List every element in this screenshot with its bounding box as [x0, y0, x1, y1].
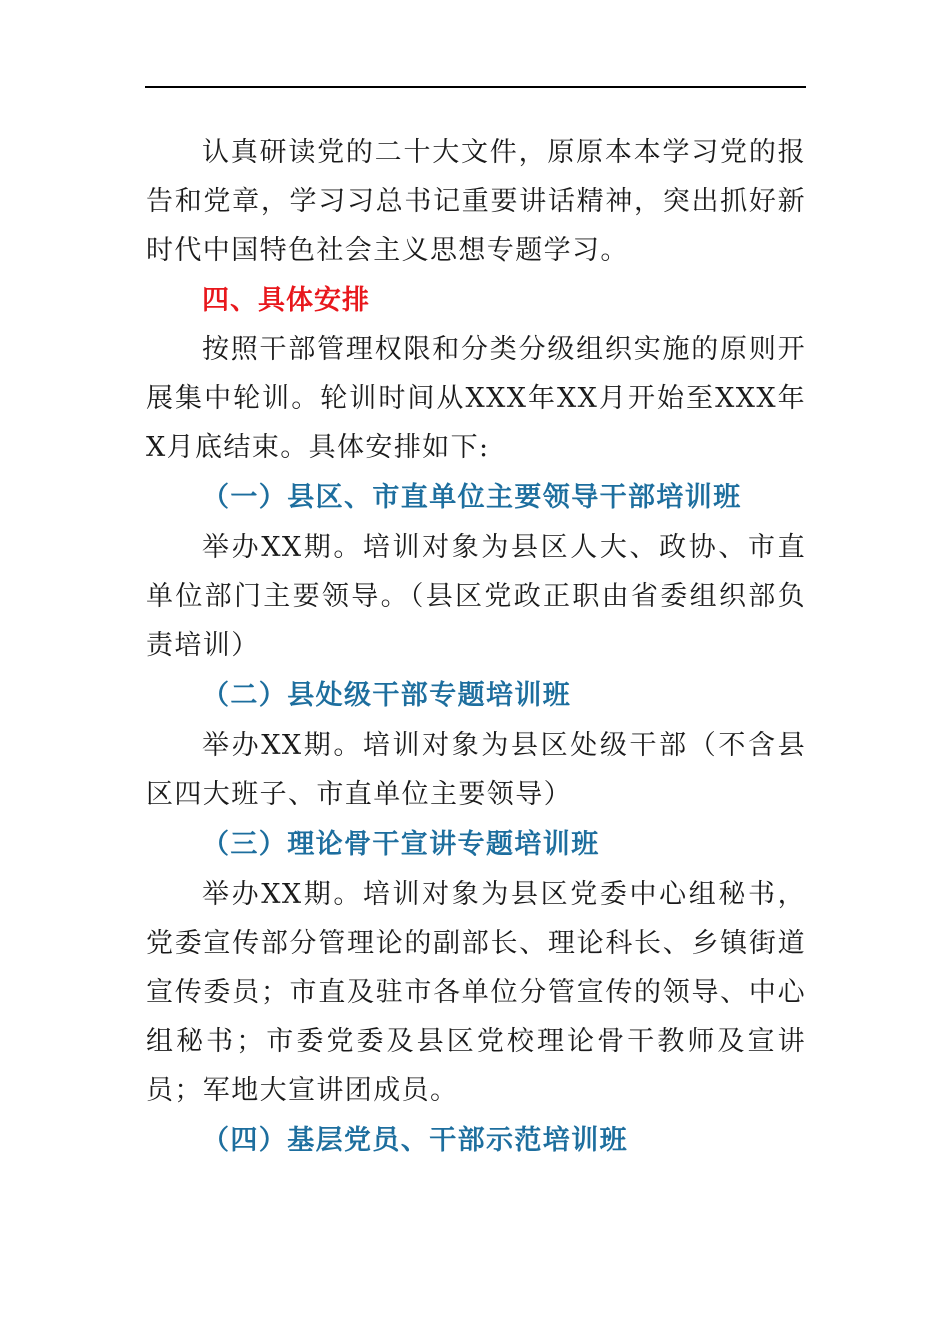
subsection-heading-1: （一）县区、市直单位主要领导干部培训班 [202, 482, 742, 513]
paragraph-subsection-1: 举办XX期。培训对象为县区人大、政协、市直单位部门主要领导。（县区党政正职由省委组织部负责培训） [146, 532, 806, 661]
paragraph-subsection-3: 举办XX期。培训对象为县区党委中心组秘书，党委宣传部分管理论的副部长、理论科长、乡镇街道宣传委员；市直及驻市各单位分管宣传的领导、中心组秘书；市委党委及县区党校理论骨干教师及宣讲员；军地大宣讲团成员。 [146, 879, 806, 1106]
paragraph-subsection-2: 举办XX期。培训对象为县区处级干部（不含县区四大班子、市直单位主要领导） [146, 730, 806, 810]
paragraph-rotation-training: 按照干部管理权限和分类分级组织实施的原则开展集中轮训。轮训时间从XXX年XX月开始至XXX年X月底结束。具体安排如下: [146, 334, 806, 463]
section-heading-arrangements: 四、具体安排 [202, 285, 370, 316]
header-rule [145, 86, 806, 88]
subsection-heading-4: （四）基层党员、干部示范培训班 [202, 1125, 628, 1156]
subsection-heading-2: （二）县处级干部专题培训班 [202, 680, 572, 711]
subsection-heading-3: （三）理论骨干宣讲专题培训班 [202, 829, 600, 860]
document-body [146, 128, 806, 1165]
paragraph-study-documents: 认真研读党的二十大文件，原原本本学习党的报告和党章，学习习总书记重要讲话精神，突出抓好新时代中国特色社会主义思想专题学习。 [146, 137, 806, 266]
